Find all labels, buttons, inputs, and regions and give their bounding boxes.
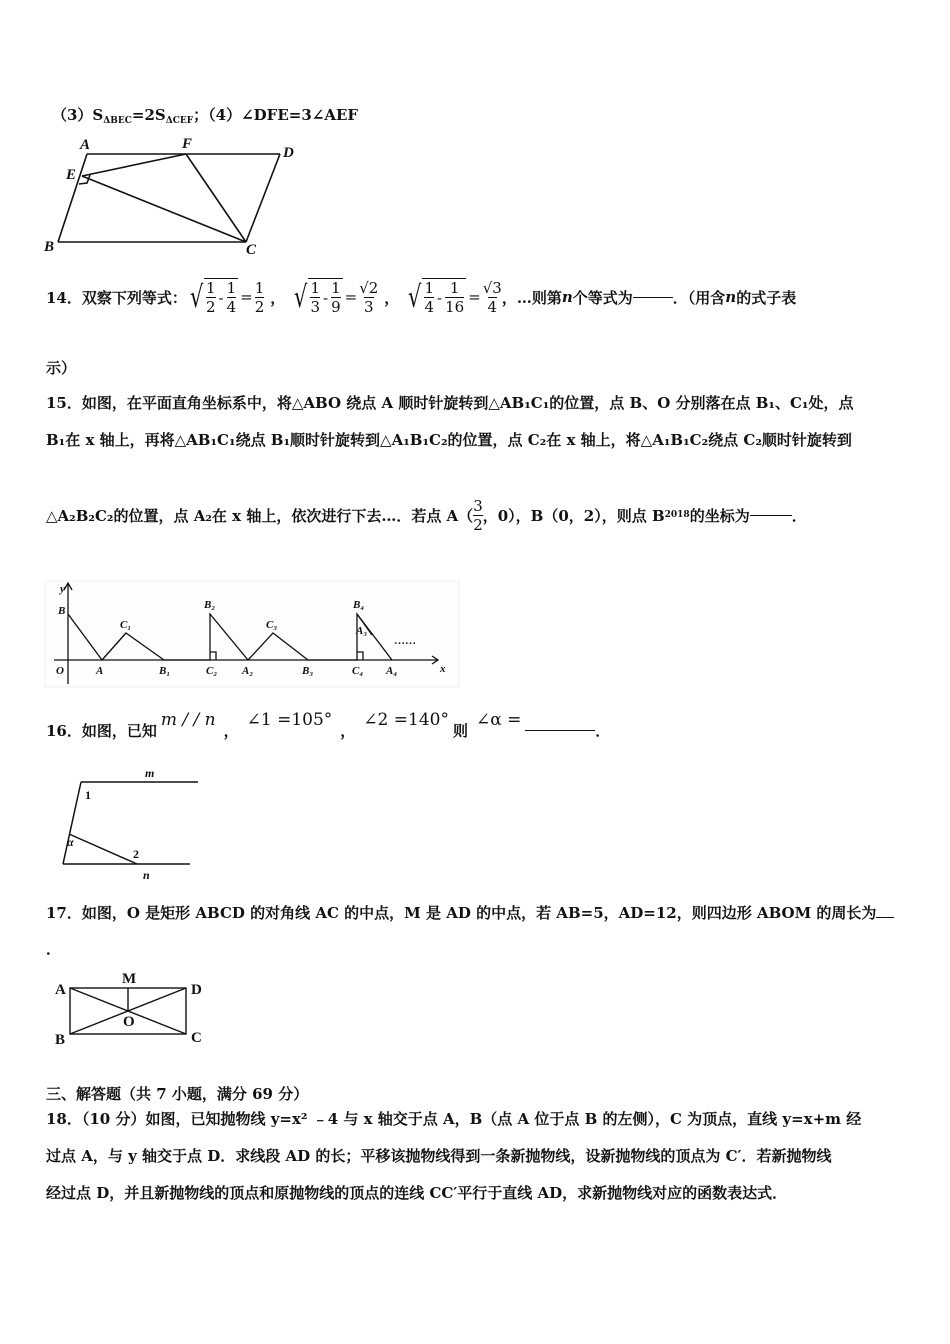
label-D: D	[283, 145, 294, 161]
label-B: B	[44, 239, 55, 255]
question-16: 16．如图，已知 m / / n ， ∠1 =105° ， ∠2 =140° 则 ∠α = ．	[46, 710, 611, 740]
sqrt-eq2: √ $\frac{1}{3}$ - $\frac{1}{9}$	[294, 279, 341, 316]
label-D: D	[191, 982, 202, 998]
label-M: M	[122, 971, 137, 987]
question-18-line1: 18．（10 分）如图，已知抛物线 y=x² ﹣4 与 x 轴交于点 A，B（点 A 位于点 B 的左侧），C 为顶点，直线 y=x+m 经	[46, 1110, 862, 1128]
label-B2: B₂	[204, 599, 216, 611]
label-angle-2: 2	[133, 847, 139, 861]
answer-blank-17[interactable]	[876, 917, 894, 918]
label-C3: C₃	[266, 619, 278, 631]
label-B3: B₃	[302, 665, 314, 677]
label-B: B	[58, 605, 66, 617]
question-17-end: ．	[46, 940, 62, 958]
answer-blank-16[interactable]	[525, 730, 595, 731]
question-15-line1: 15．如图，在平面直角坐标系中，将△ABO 绕点 A 顺时针旋转到△AB₁C₁的位置，点 B、O 分别落在点 B₁、C₁处，点	[46, 394, 854, 412]
label-m: m	[145, 766, 155, 780]
sqrt-eq1: √ $\frac{1}{2}$ - $\frac{1}{4}$	[189, 279, 237, 316]
question-15-line3: △A₂B₂C₂的位置，点 A₂在 x 轴上，依次进行下去…．若点 A（ $\frac{3}{2}$ ，0），B（0，2），则点 B 2018 的坐标为 ．	[46, 496, 807, 534]
parallelogram-figure	[40, 132, 310, 257]
question-17: 17．如图，O 是矩形 ABCD 的对角线 AC 的中点，M 是 AD 的中点，若 AB=5，AD=12，则四边形 ABOM 的周长为	[46, 902, 894, 923]
label-O: O	[123, 1014, 135, 1030]
parallel-lines-figure	[55, 764, 205, 884]
question-14: 14．双察下列等式： √ $\frac{1}{2}$ - $\frac{1}{4}$ = $\frac{1}{2}$ ， √ $\frac{1}{3}$ - $\frac{1}{9}$ = $\frac{√2}{3}$ ， √ $\frac{1}{4}$ - $\frac{1}{16}$ = $\frac{√3}{4}$ ，…则第 n 个等式为 ．（用含 n 的式子表	[46, 278, 797, 316]
label-C4: C₄	[352, 665, 364, 677]
question-18-line2: 过点 A，与 y 轴交于点 D．求线段 AD 的长；平移该抛物线得到一条新抛物线，设新抛物线的顶点为 C′．若新抛物线	[46, 1147, 832, 1165]
axis-x-label: x	[440, 663, 446, 675]
label-O: O	[56, 665, 64, 677]
label-B: B	[55, 1032, 66, 1048]
answer-blank-15[interactable]	[750, 515, 792, 516]
axis-y-label: y	[60, 583, 65, 595]
sqrt-eq3: √ $\frac{1}{4}$ - $\frac{1}{16}$	[408, 279, 465, 316]
statement-3-4: $(3)S_{\Delta BEC}=2S_{\Delta CEF}$；（4）∠DFE=3∠AEF	[52, 106, 359, 126]
section-3-title: 三、解答题（共 7 小题，满分 69 分）	[46, 1085, 309, 1103]
label-C1: C₁	[120, 619, 132, 631]
label-A: A	[80, 137, 91, 153]
label-B4: B₄	[353, 599, 365, 611]
question-15-line2: B₁在 x 轴上，再将△AB₁C₁绕点 B₁顺时针旋转到△A₁B₁C₂的位置，点 C₂在 x 轴上，将△A₁B₁C₂绕点 C₂顺时针旋转到	[46, 431, 852, 449]
question-18-line3: 经过点 D，并且新抛物线的顶点和原抛物线的顶点的连线 CC′平行于直线 AD，求新抛物线对应的函数表达式．	[46, 1184, 788, 1202]
rotation-figure	[44, 580, 460, 688]
rectangle-figure	[50, 968, 220, 1050]
label-angle-1: 1	[85, 788, 91, 802]
label-alpha: α	[67, 835, 74, 849]
label-n: n	[143, 868, 150, 882]
label-A2: A₂	[242, 665, 254, 677]
label-C: C	[191, 1030, 202, 1046]
label-A: A	[55, 982, 66, 998]
label-C2: C₂	[206, 665, 218, 677]
label-A4: A₄	[386, 665, 398, 677]
label-A: A	[96, 665, 104, 677]
label-B1: B₁	[159, 665, 171, 677]
label-A3: A₃	[356, 625, 368, 637]
label-E: E	[66, 167, 77, 183]
question-14-wrap: 示）	[46, 359, 77, 377]
label-C: C	[246, 242, 257, 257]
continuation-dots: ……	[394, 635, 416, 647]
answer-blank-14[interactable]	[633, 297, 673, 298]
label-F: F	[182, 136, 193, 152]
